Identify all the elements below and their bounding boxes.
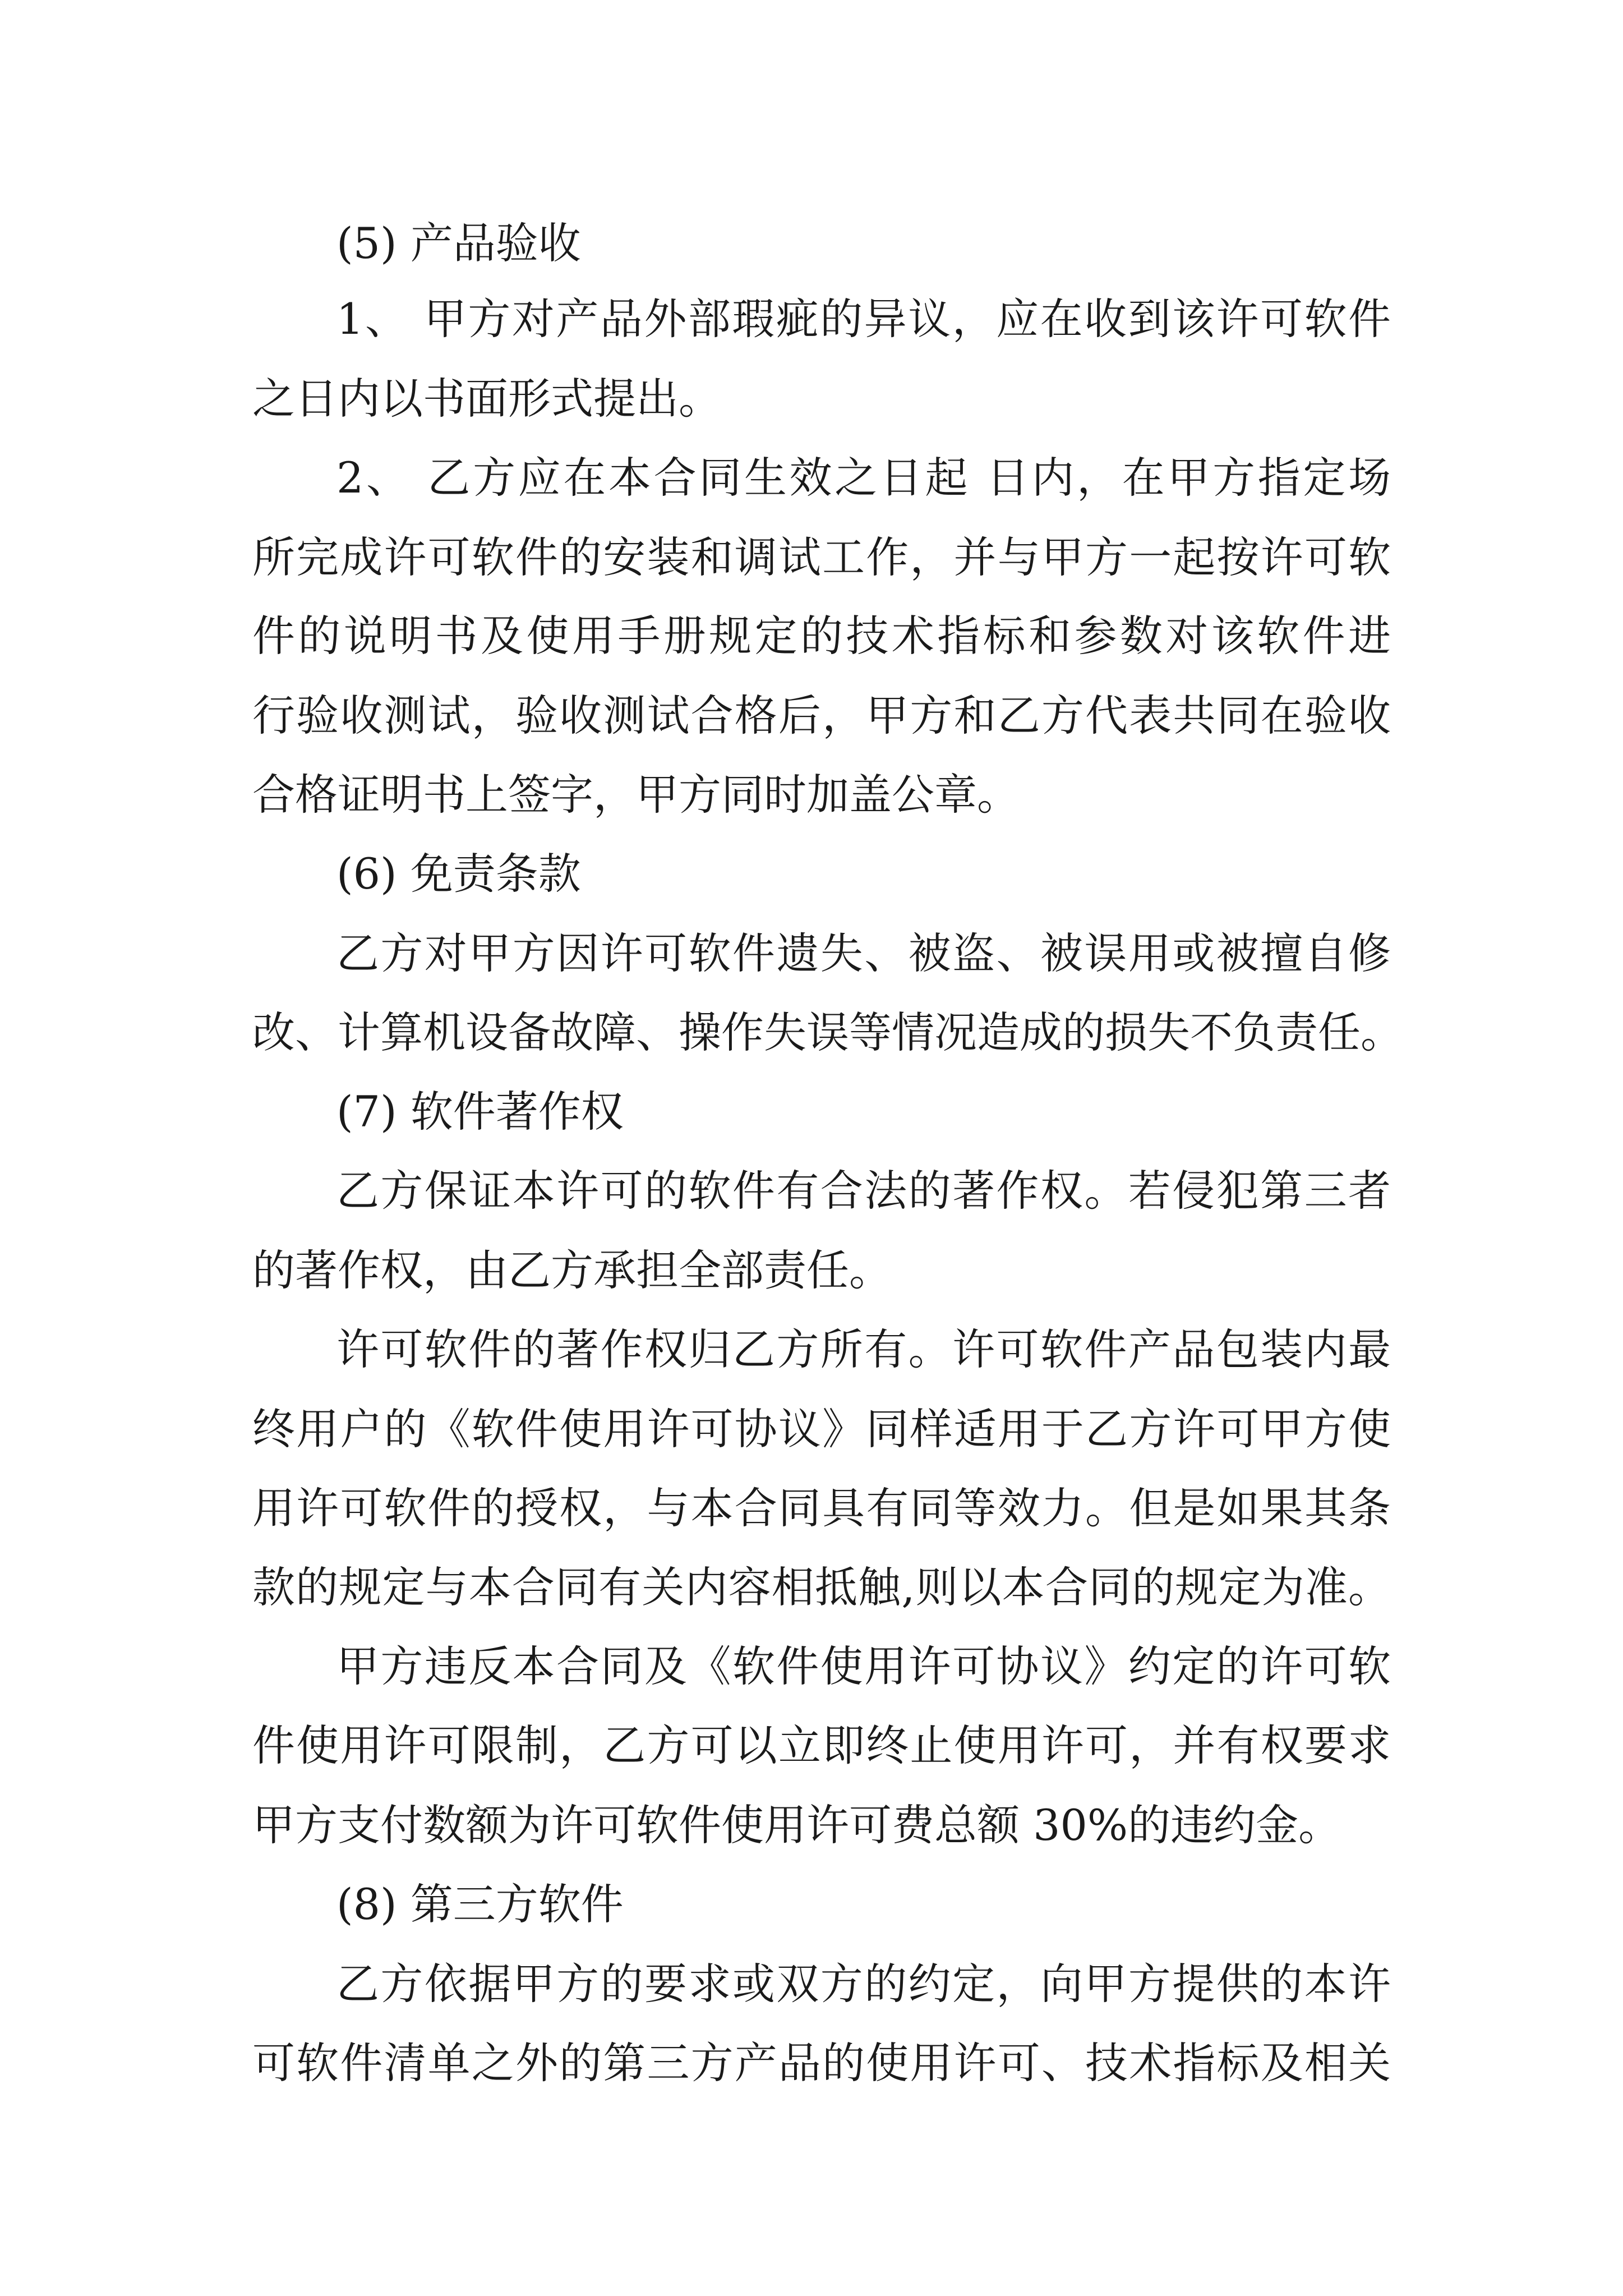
text-line: 可软件清单之外的第三方产品的使用许可、技术指标及相关: [252, 2038, 1391, 2088]
text-line: 终用户的《软件使用许可协议》同样适用于乙方许可甲方使: [252, 1404, 1391, 1454]
text-line: 行验收测试，验收测试合格后，甲方和乙方代表共同在验收: [252, 691, 1391, 740]
text-line: 甲方支付数额为许可软件使用许可费总额 30%的违约金。: [252, 1800, 1341, 1850]
section-heading-6: (6) 免责条款: [336, 849, 581, 899]
text-line: 合格证明书上签字，甲方同时加盖公章。: [252, 770, 1020, 820]
text-line: 2、 乙方应在本合同生效之日起 日内，在甲方指定场: [336, 453, 1391, 503]
text-line: 乙方依据甲方的要求或双方的约定，向甲方提供的本许: [336, 1959, 1391, 2009]
text-line: 件的说明书及使用手册规定的技术指标和参数对该软件进: [252, 611, 1391, 661]
section-heading-7: (7) 软件著作权: [336, 1087, 624, 1137]
text-line: 件使用许可限制，乙方可以立即终止使用许可，并有权要求: [252, 1720, 1391, 1770]
text-line: 用许可软件的授权，与本合同具有同等效力。但是如果其条: [252, 1483, 1391, 1533]
text-line: 甲方违反本合同及《软件使用许可协议》约定的许可软: [336, 1641, 1391, 1691]
text-line: 1、 甲方对产品外部瑕疵的异议，应在收到该许可软件: [336, 294, 1391, 344]
section-heading-5: (5) 产品验收: [336, 218, 581, 268]
text-line: 许可软件的著作权归乙方所有。许可软件产品包装内最: [336, 1324, 1391, 1374]
text-line: 所完成许可软件的安装和调试工作，并与甲方一起按许可软: [252, 532, 1391, 582]
section-heading-8: (8) 第三方软件: [336, 1879, 624, 1929]
text-line: 乙方保证本许可的软件有合法的著作权。若侵犯第三者: [336, 1166, 1391, 1216]
text-line: 的著作权，由乙方承担全部责任。: [252, 1245, 892, 1295]
text-line: 乙方对甲方因许可软件遗失、被盗、被误用或被擅自修: [336, 928, 1391, 978]
text-line: 改、计算机设备故障、操作失误等情况造成的损失不负责任。: [252, 1007, 1403, 1057]
text-line: 之日内以书面形式提出。: [252, 374, 721, 424]
text-line: 款的规定与本合同有关内容相抵触,则以本合同的规定为准。: [252, 1562, 1391, 1612]
